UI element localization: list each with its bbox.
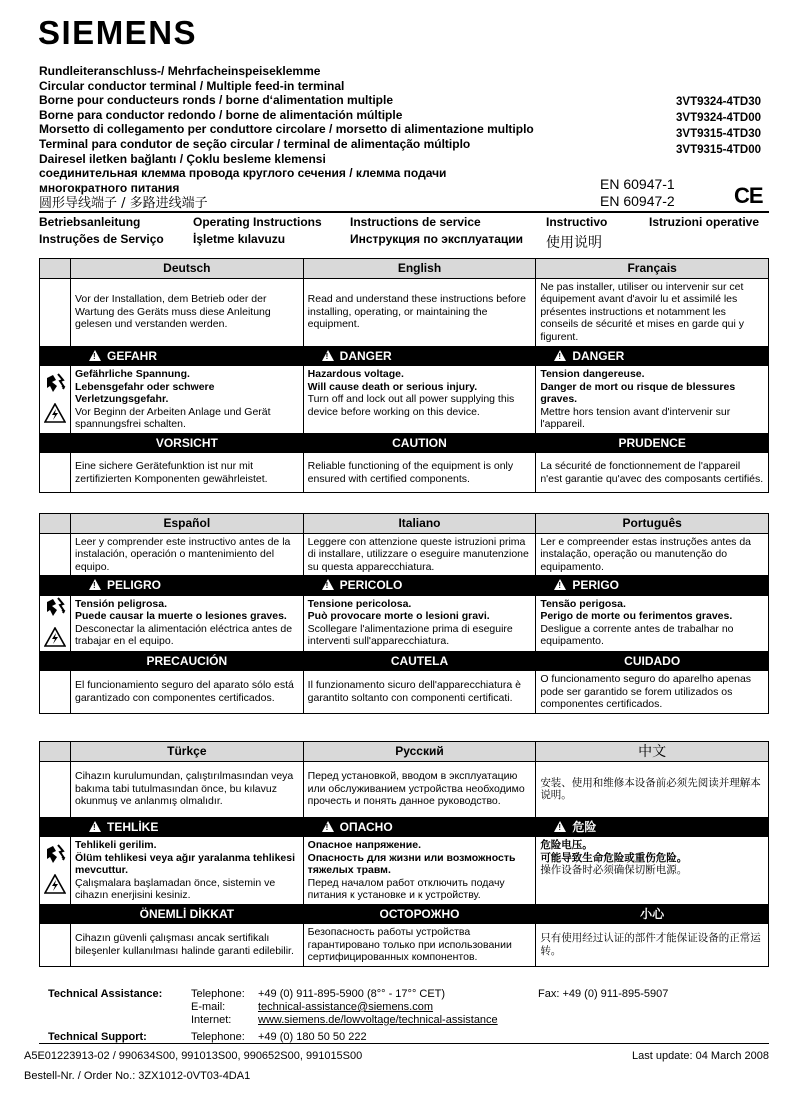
danger-warning-bold: Tension dangereuse. Danger de mort ou risque de blessures graves. bbox=[540, 368, 736, 405]
side-cell bbox=[40, 533, 71, 576]
warning-triangle-icon bbox=[89, 350, 101, 361]
language-header: English bbox=[303, 259, 536, 279]
product-codes bbox=[676, 94, 761, 158]
danger-text-cell bbox=[71, 595, 304, 651]
danger-instruction: Vor Beginn der Arbeiten Anlage und Gerät spannungsfrei schalten. bbox=[75, 405, 271, 430]
instr-title-ru: Инструкция по эксплуатации bbox=[350, 232, 524, 246]
block-de-en-fr bbox=[39, 258, 769, 493]
title-ru-1: соединительная клемма провода круглого сечения / клемма подачи bbox=[39, 166, 447, 181]
danger-text-cell bbox=[536, 366, 769, 434]
danger-label: TEHLİKE bbox=[107, 819, 159, 834]
caution-label: PRECAUCIÓN bbox=[71, 651, 304, 671]
warning-triangle-icon bbox=[554, 350, 566, 361]
caution-text: Cihazın güvenli çalışması ancak sertifikalı bileşenler kullanılması halinde garanti edilebilir. bbox=[71, 924, 304, 967]
instr-title-fr: Instructions de service bbox=[350, 215, 481, 229]
danger-label-cell bbox=[303, 576, 536, 596]
danger-warning-bold: Tehlikeli gerilim. Ölüm tehlikesi veya ağır yaralanma tehlikesi mevcuttur. bbox=[75, 839, 296, 876]
caution-label: 小心 bbox=[536, 904, 769, 924]
language-header: Français bbox=[536, 259, 769, 279]
title-tr: Dairesel iletken bağlantı / Çoklu besleme klemensi bbox=[39, 151, 326, 166]
fax-value: Fax: +49 (0) 911-895-5907 bbox=[538, 988, 669, 1000]
standard-2: EN 60947-2 bbox=[600, 193, 675, 209]
internet-label: Internet: bbox=[191, 1014, 232, 1026]
language-header: Türkçe bbox=[71, 742, 304, 762]
product-code: 3VT9324-4TD30 bbox=[676, 96, 762, 108]
instr-title-es: Instructivo bbox=[546, 215, 608, 229]
language-header: Italiano bbox=[303, 514, 536, 534]
product-code: 3VT9324-4TD00 bbox=[676, 112, 762, 124]
read-instructions-text: 安装、使用和维修本设备前必须先阅读并理解本说明。 bbox=[536, 761, 769, 817]
warning-triangle-icon bbox=[554, 821, 566, 832]
danger-warning-bold: Tensione pericolosa. Può provocare morte o lesioni gravi. bbox=[307, 597, 490, 622]
read-instructions-text: Vor der Installation, dem Betrieb oder der Wartung des Geräts muss diese Anleitung gelesen und verstanden werden. bbox=[71, 278, 304, 346]
danger-instruction: 操作设备时必须确保切断电源。 bbox=[540, 864, 688, 876]
instructions-row-1 bbox=[39, 215, 769, 232]
read-instructions-text: Перед установкой, вводом в эксплуатацию или обслуживанием устройства необходимо прочесть и понять данное руководство. bbox=[303, 761, 536, 817]
danger-text-cell bbox=[303, 837, 536, 905]
support-telephone-label: Telephone: bbox=[191, 1031, 245, 1043]
tech-support-label: Technical Support: bbox=[48, 1031, 147, 1043]
read-instructions-text: Ne pas installer, utiliser ou intervenir sur cet équipement avant d'avoir lu et assimilé les présentes instructions et notamment les conseils de sécurité et mises en garde qui y figurent. bbox=[536, 278, 769, 346]
danger-warning-bold: Tensão perigosa. Perigo de morte ou ferimentos graves. bbox=[540, 597, 733, 622]
instr-title-zh: 使用说明 bbox=[546, 234, 602, 250]
ce-mark: CE bbox=[734, 183, 763, 208]
internet-link[interactable]: www.siemens.de/lowvoltage/technical-assistance bbox=[258, 1014, 498, 1026]
language-header: Português bbox=[536, 514, 769, 534]
caution-text: Безопасность работы устройства гарантировано только при использовании сертифицированных компонентов. bbox=[303, 924, 536, 967]
read-instructions-text: Cihazın kurulumundan, çalıştırılmasından veya bakıma tabi tutulmasından önce, bu kılavuz okunmuş ve anlanmış olmalıdır. bbox=[71, 761, 304, 817]
danger-label: PERICOLO bbox=[339, 578, 403, 592]
danger-label-cell bbox=[303, 817, 536, 837]
side-cell bbox=[40, 576, 71, 596]
warning-triangle-icon bbox=[322, 350, 334, 361]
danger-label-cell bbox=[303, 346, 536, 366]
standard-1: EN 60947-1 bbox=[600, 176, 675, 192]
danger-label-cell bbox=[536, 817, 769, 837]
telephone-value: +49 (0) 911-895-5900 (8°° - 17°° CET) bbox=[258, 988, 446, 1000]
side-cell bbox=[40, 924, 71, 967]
title-zh: 圆形导线端子 / 多路进线端子 bbox=[39, 196, 208, 212]
side-cell bbox=[40, 761, 71, 817]
side-cell bbox=[40, 651, 71, 671]
caution-text: 只有使用经过认证的部件才能保证设备的正常运转。 bbox=[536, 924, 769, 967]
warning-triangle-icon bbox=[322, 821, 334, 832]
danger-label: DANGER bbox=[572, 348, 625, 363]
divider bbox=[39, 211, 769, 213]
side-cell bbox=[40, 671, 71, 714]
danger-label-cell bbox=[536, 576, 769, 596]
caution-label: CAUTION bbox=[303, 433, 536, 453]
caution-text: La sécurité de fonctionnement de l'appareil n'est garantie qu'avec des composants certifiés. bbox=[536, 453, 769, 493]
side-cell bbox=[40, 259, 71, 279]
danger-label: PELIGRO bbox=[107, 578, 162, 592]
standards bbox=[600, 176, 675, 210]
high-voltage-warning-icon bbox=[40, 627, 70, 651]
caution-text: Reliable functioning of the equipment is only ensured with certified components. bbox=[303, 453, 536, 493]
side-cell bbox=[40, 346, 71, 366]
side-cell bbox=[40, 904, 71, 924]
danger-instruction: Desconectar la alimentación eléctrica antes de trabajar en el equipo. bbox=[75, 622, 293, 647]
title-it: Morsetto di collegamento per conduttore circolare / morsetto di alimentazione multiplo bbox=[39, 122, 534, 137]
danger-label-cell bbox=[71, 346, 304, 366]
last-update: Last update: 04 March 2008 bbox=[632, 1050, 769, 1062]
warning-triangle-icon bbox=[89, 821, 101, 832]
side-cell bbox=[40, 742, 71, 762]
warning-triangle-icon bbox=[322, 579, 334, 590]
danger-warning-bold: 危险电压。 可能导致生命危险或重伤危险。 bbox=[540, 839, 688, 864]
title-de: Rundleiteranschluss-/ Mehrfacheinspeiseklemme bbox=[39, 64, 321, 78]
instructions-row-2 bbox=[39, 232, 769, 249]
danger-text-cell bbox=[303, 595, 536, 651]
product-code: 3VT9315-4TD00 bbox=[676, 144, 762, 156]
instr-title-pt: Instruções de Serviço bbox=[39, 232, 164, 246]
read-instructions-text: Leer y comprender este instructivo antes de la instalación, operación o mantenimiento del equipo. bbox=[71, 533, 304, 576]
hand-shock-icon bbox=[40, 596, 70, 624]
danger-label: PERIGO bbox=[572, 578, 619, 592]
instr-title-en: Operating Instructions bbox=[193, 215, 322, 229]
doc-number: A5E01223913-02 / 990634S00, 991013S00, 990652S00, 991015S00 bbox=[24, 1050, 363, 1062]
danger-label-cell bbox=[71, 817, 304, 837]
title-en: Circular conductor terminal / Multiple feed-in terminal bbox=[39, 78, 345, 93]
email-link[interactable]: technical-assistance@siemens.com bbox=[258, 1001, 434, 1013]
title-fr: Borne pour conducteurs ronds / borne d‘alimentation multiple bbox=[39, 93, 394, 108]
danger-warning-bold: Tensión peligrosa. Puede causar la muerte o lesiones graves. bbox=[75, 597, 287, 622]
language-header: Español bbox=[71, 514, 304, 534]
danger-text-cell bbox=[71, 366, 304, 434]
footer-doc bbox=[24, 1050, 769, 1086]
caution-label: CUIDADO bbox=[536, 651, 769, 671]
telephone-label: Telephone: bbox=[191, 988, 245, 1000]
caution-label: VORSICHT bbox=[71, 433, 304, 453]
tech-assist-label: Technical Assistance: bbox=[48, 988, 163, 1000]
order-number: Bestell-Nr. / Order No.: 3ZX1012-0VT03-4DA1 bbox=[24, 1070, 251, 1082]
title-ru-2: многократного питания bbox=[39, 180, 180, 195]
hazard-icons-cell bbox=[40, 366, 71, 434]
instr-title-de: Betriebsanleitung bbox=[39, 215, 141, 229]
block-es-it-pt bbox=[39, 513, 769, 714]
danger-warning-bold: Gefährliche Spannung. Lebensgefahr oder schwere Verletzungsgefahr. bbox=[75, 368, 215, 405]
danger-label: 危险 bbox=[572, 819, 597, 834]
hazard-icons-cell bbox=[40, 595, 71, 651]
caution-label: CAUTELA bbox=[303, 651, 536, 671]
read-instructions-text: Read and understand these instructions before installing, operating, or maintaining the equipment. bbox=[303, 278, 536, 346]
product-code: 3VT9315-4TD30 bbox=[676, 128, 762, 140]
caution-label: ÖNEMLİ DİKKAT bbox=[71, 904, 304, 924]
caution-text: El funcionamiento seguro del aparato sólo está garantizado con componentes certificados. bbox=[71, 671, 304, 714]
side-cell bbox=[40, 453, 71, 493]
danger-warning-bold: Опасное напряжение. Опасность для жизни или возможность тяжелых травм. bbox=[307, 839, 516, 876]
read-instructions-text: Leggere con attenzione queste istruzioni prima di installare, utilizzare o eseguire manutenzione su questa apparecchiatura. bbox=[303, 533, 536, 576]
danger-instruction: Mettre hors tension avant d'intervenir sur l'appareil. bbox=[540, 405, 731, 430]
title-pt: Terminal para condutor de seção circular / terminal de alimentação múltiplo bbox=[39, 136, 471, 151]
caution-text: O funcionamento seguro do aparelho apenas pode ser garantido se forem utilizados os componentes certificados. bbox=[536, 671, 769, 714]
language-header: 中文 bbox=[536, 742, 769, 762]
danger-text-cell bbox=[71, 837, 304, 905]
danger-label: DANGER bbox=[339, 348, 392, 363]
caution-label: PRUDENCE bbox=[536, 433, 769, 453]
danger-label-cell bbox=[71, 576, 304, 596]
danger-instruction: Scollegare l'alimentazione prima di eseguire interventi sull'apparecchiatura. bbox=[307, 622, 513, 647]
footer-divider bbox=[39, 1043, 769, 1044]
high-voltage-warning-icon bbox=[40, 874, 70, 898]
caution-text: Eine sichere Gerätefunktion ist nur mit zertifizierten Komponenten gewährleistet. bbox=[71, 453, 304, 493]
danger-label-cell bbox=[536, 346, 769, 366]
caution-text: Il funzionamento sicuro dell'apparecchiatura è garantito soltanto con componenti certificati. bbox=[303, 671, 536, 714]
footer-contacts bbox=[39, 987, 769, 1047]
email-label: E-mail: bbox=[191, 1001, 226, 1013]
caution-label: ОСТОРОЖНО bbox=[303, 904, 536, 924]
side-cell bbox=[40, 278, 71, 346]
danger-instruction: Çalışmalara başlamadan önce, sistemin ve cihazın enerjisini kesiniz. bbox=[75, 876, 276, 901]
language-header: Deutsch bbox=[71, 259, 304, 279]
instr-title-it: Istruzioni operative bbox=[649, 215, 760, 229]
danger-text-cell bbox=[536, 595, 769, 651]
hand-shock-icon bbox=[40, 843, 70, 871]
siemens-logo: SIEMENS bbox=[38, 14, 198, 51]
read-instructions-text: Ler e compreender estas instruções antes da instalação, operação ou manutenção do equipamento. bbox=[536, 533, 769, 576]
language-header: Русский bbox=[303, 742, 536, 762]
title-es: Borne para conductor redondo / borne de alimentación múltiple bbox=[39, 107, 403, 122]
high-voltage-warning-icon bbox=[40, 403, 70, 427]
danger-instruction: Turn off and lock out all power supplying this device before working on this device. bbox=[307, 393, 515, 418]
danger-text-cell bbox=[303, 366, 536, 434]
side-cell bbox=[40, 433, 71, 453]
danger-label: GEFAHR bbox=[107, 348, 158, 363]
hazard-icons-cell bbox=[40, 837, 71, 905]
warning-triangle-icon bbox=[89, 579, 101, 590]
product-titles bbox=[39, 64, 599, 212]
danger-instruction: Перед началом работ отключить подачу питания к установке и к устройству. bbox=[307, 876, 505, 901]
warning-triangle-icon bbox=[554, 579, 566, 590]
side-cell bbox=[40, 817, 71, 837]
instr-title-tr: İşletme kılavuzu bbox=[193, 232, 286, 246]
hand-shock-icon bbox=[40, 372, 70, 400]
block-tr-ru-zh bbox=[39, 741, 769, 967]
danger-warning-bold: Hazardous voltage. Will cause death or serious injury. bbox=[307, 368, 478, 393]
support-telephone-value: +49 (0) 180 50 50 222 bbox=[258, 1031, 367, 1043]
danger-label: ОПАСНО bbox=[339, 819, 393, 834]
danger-text-cell bbox=[536, 837, 769, 905]
danger-instruction: Desligue a corrente antes de trabalhar no equipamento. bbox=[540, 622, 734, 647]
side-cell bbox=[40, 514, 71, 534]
